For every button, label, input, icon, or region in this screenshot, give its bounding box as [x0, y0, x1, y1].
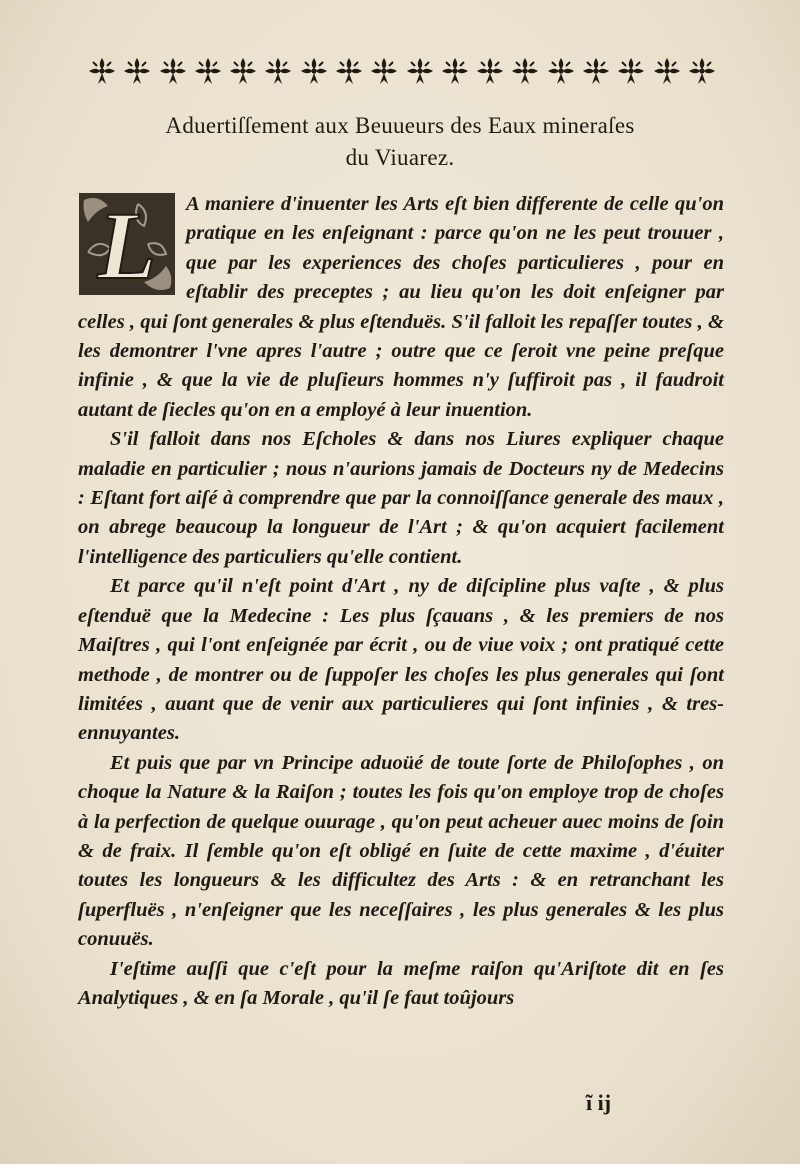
- fleuron-icon: [474, 55, 506, 87]
- fleuron-icon: [651, 55, 683, 87]
- title-line-1: Aduertiſſement aux Beuueurs des Eaux mineraſes: [165, 113, 635, 138]
- drop-cap-letter: L: [97, 192, 157, 296]
- fleuron-icon: [580, 55, 612, 87]
- title-line-2: du Viuarez.: [345, 145, 455, 170]
- fleuron-icon: [262, 55, 294, 87]
- signature-mark: ĩ ij: [586, 1090, 612, 1115]
- fleuron-icon: [615, 55, 647, 87]
- fleuron-icon: [368, 55, 400, 87]
- fleuron-icon: [686, 55, 718, 87]
- fleuron-icon: [404, 55, 436, 87]
- paragraph-3: Et parce qu'il n'eſt point d'Art , ny de diſcipline plus vaſte , & plus eſtenduë que la Medecine : Les plus ſçauans , & les premiers de nos Maiſtres , qui l'ont enſeignée par écrit , ou de viue voix ; ont pratiqué cette methode , de montrer ou de ſuppoſer les choſes les plus generales qui ſont limitées , auant que de venir aux particulieres qui ſont infinies , & tres-ennuyantes.: [78, 575, 724, 745]
- fleuron-icon: [192, 55, 224, 87]
- body-text: [78, 190, 724, 1013]
- page-title: [100, 110, 700, 174]
- fleuron-icon: [121, 55, 153, 87]
- paragraph-4: Et puis que par vn Principe aduoüé de toute ſorte de Philoſophes , on choque la Nature & la Raiſon ; toutes les fois qu'on employe trop de choſes à la perfection de quelque ouurage , qu'on peut acheuer auec moins de ſoin & de fraix. Il ſemble qu'on eſt obligé en ſuite de cette maxime , d'éuiter toutes les longueurs & les difficultez des Arts : & en retranchant les ſuperfluës , n'enſeigner que les neceſſaires , les plus generales & les plus conuuës.: [78, 751, 724, 951]
- fleuron-icon: [333, 55, 365, 87]
- paragraph-2: S'il falloit dans nos Eſcholes & dans nos Liures expliquer chaque maladie en particulier ; nous n'aurions jamais de Docteurs ny de Medecins : Eſtant fort aiſé à comprendre que par la connoiſſance generale des maux , on abrege beaucoup la longueur de l'Art ; & qu'on acquiert facilement l'intelligence des particuliers qu'elle contient.: [78, 428, 724, 568]
- ornament-band: [86, 50, 718, 92]
- paragraph-1: A maniere d'inuenter les Arts eſt bien differente de celle qu'on pratique en les enſeignant : parce qu'on ne les peut trouuer , que par les experiences des choſes particulieres , pour en eſtablir des preceptes ; au lieu qu'on les doit enſeigner par celles , qui ſont generales & plus eſtenduës. S'il falloit les repaſſer toutes , & les demontrer l'vne apres l'autre ; outre que ce ſeroit vne peine preſque infinie , & que la vie de pluſieurs hommes n'y ſuffiroit pas , il faudroit autant de ſiecles qu'on en a employé à leur inuention.: [78, 193, 724, 421]
- fleuron-icon: [157, 55, 189, 87]
- fleuron-icon: [298, 55, 330, 87]
- paragraph-5: I'eſtime auſſi que c'eſt pour la meſme raiſon qu'Ariſtote dit en ſes Analytiques , & en ſa Morale , qu'il ſe faut toûjours: [78, 957, 724, 1009]
- fleuron-icon: [509, 55, 541, 87]
- drop-cap-initial: [78, 192, 176, 296]
- fleuron-icon: [86, 55, 118, 87]
- fleuron-icon: [439, 55, 471, 87]
- fleuron-icon: [545, 55, 577, 87]
- fleuron-icon: [227, 55, 259, 87]
